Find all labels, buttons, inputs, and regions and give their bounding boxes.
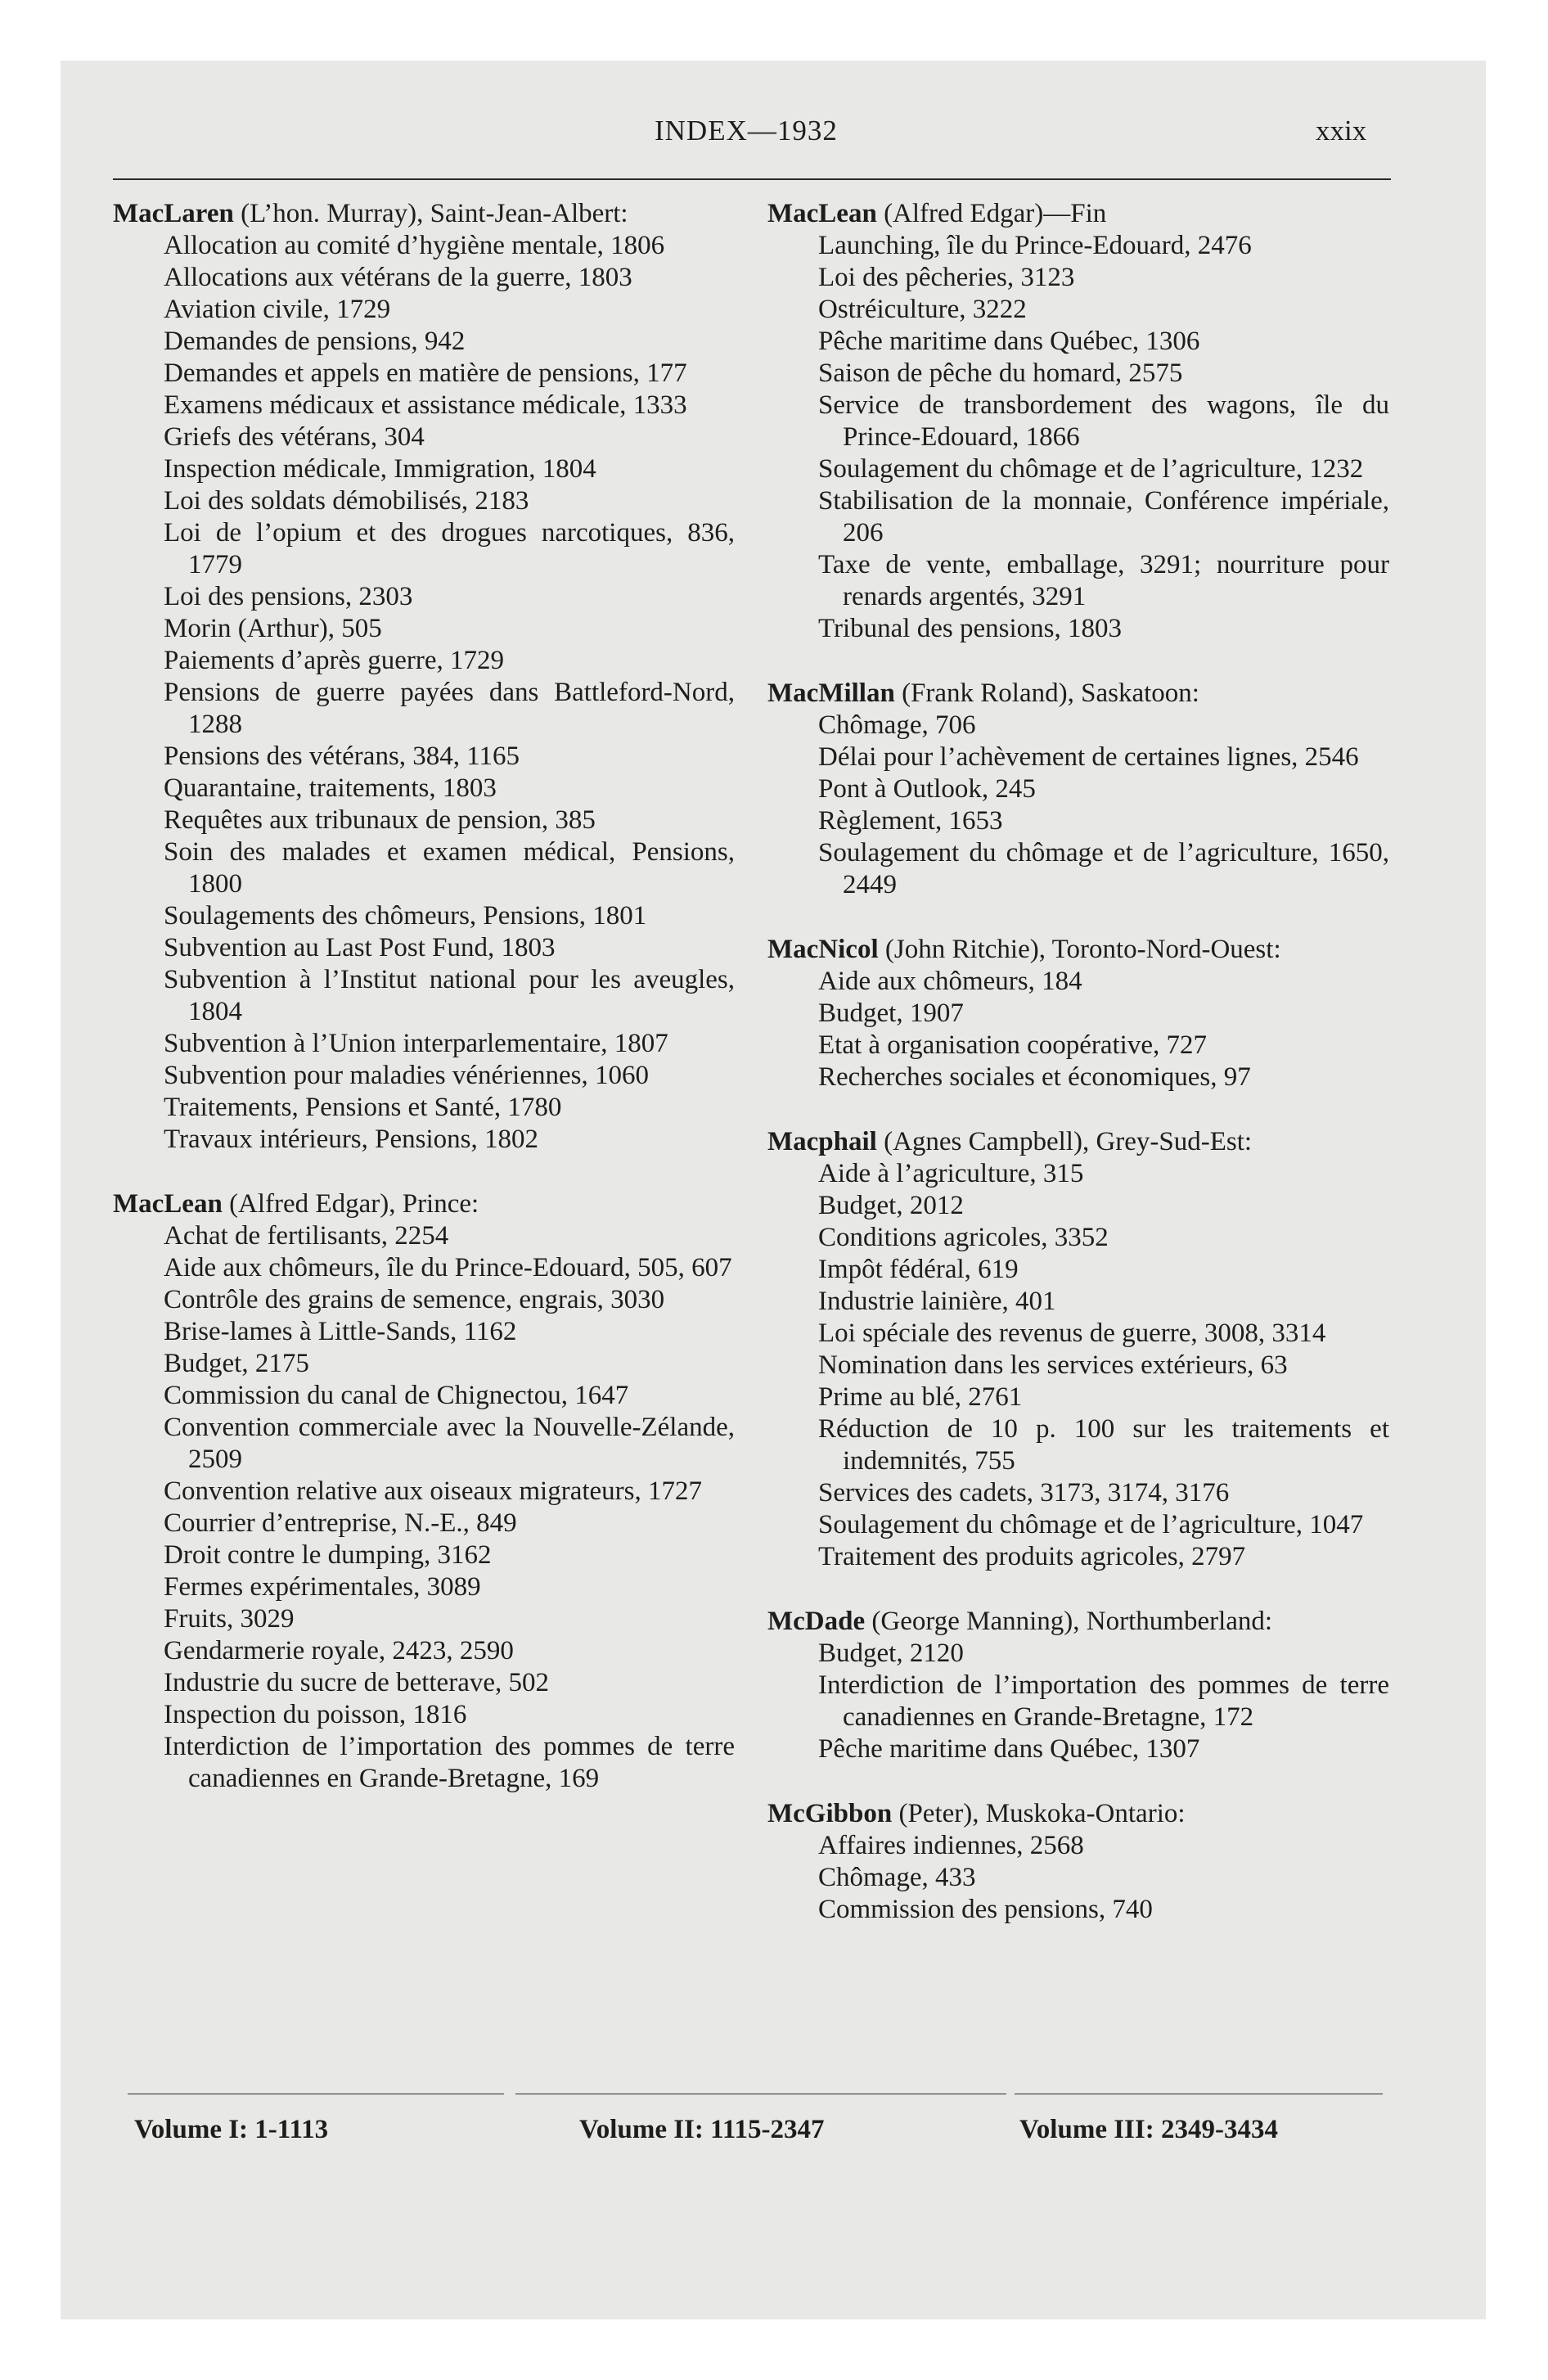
entry-heading	[767, 198, 1389, 230]
index-subentry: Loi des pêcheries, 3123	[818, 263, 1075, 292]
member-riding: (Peter), Muskoka-Ontario:	[892, 1799, 1186, 1828]
index-subentry: Soulagement du chômage et de l’agriculture, 1650, 2449	[818, 838, 1389, 899]
index-subentry: Services des cadets, 3173, 3174, 3176	[818, 1478, 1230, 1508]
entry-heading	[767, 1798, 1389, 1830]
index-subentry: Industrie lainière, 401	[818, 1287, 1056, 1316]
index-subentry: Chômage, 706	[818, 710, 976, 740]
running-title: INDEX—1932	[655, 115, 838, 146]
member-name: McGibbon	[767, 1799, 893, 1828]
index-subentry: Allocation au comité d’hygiène mentale, 1806	[164, 231, 665, 260]
index-subentry: Achat de fertilisants, 2254	[164, 1221, 449, 1251]
member-name: MacLean	[113, 1189, 223, 1219]
entry-heading	[113, 198, 735, 230]
member-riding: (Agnes Campbell), Grey-Sud-Est:	[876, 1127, 1253, 1156]
entry-heading	[767, 1606, 1389, 1638]
index-subentry: Pensions des vétérans, 384, 1165	[164, 741, 520, 771]
index-entry	[767, 1798, 1389, 1926]
member-riding: (Alfred Edgar)—Fin	[876, 199, 1107, 228]
index-entry	[767, 1126, 1389, 1573]
index-subentry: Aviation civile, 1729	[164, 295, 391, 324]
member-name: MacLean	[767, 199, 877, 228]
index-subentry: Aide à l’agriculture, 315	[818, 1159, 1084, 1188]
index-subentry: Impôt fédéral, 619	[818, 1255, 1019, 1284]
index-subentry: Affaires indiennes, 2568	[818, 1831, 1084, 1860]
index-subentry: Convention relative aux oiseaux migrateurs, 1727	[164, 1476, 703, 1506]
index-subentry: Brise-lames à Little-Sands, 1162	[164, 1317, 517, 1346]
index-subentry: Subvention au Last Post Fund, 1803	[164, 933, 556, 962]
member-riding: (L’hon. Murray), Saint-Jean-Albert:	[233, 199, 628, 228]
index-subentry: Pêche maritime dans Québec, 1307	[818, 1734, 1200, 1764]
index-subentry: Subvention à l’Union interparlementaire, 1807	[164, 1029, 668, 1058]
index-entry	[767, 934, 1389, 1093]
page-number: xxix	[1316, 115, 1367, 146]
index-subentry: Courrier d’entreprise, N.-E., 849	[164, 1508, 517, 1538]
index-subentry: Service de transbordement des wagons, île du Prince-Edouard, 1866	[818, 390, 1389, 452]
member-riding: (George Manning), Northumberland:	[865, 1607, 1273, 1636]
index-subentry: Requêtes aux tribunaux de pension, 385	[164, 805, 596, 835]
index-subentry: Tribunal des pensions, 1803	[818, 614, 1122, 643]
index-subentry: Loi de l’opium et des drogues narcotiques, 836, 1779	[164, 518, 735, 579]
member-riding: (Alfred Edgar), Prince:	[222, 1189, 479, 1219]
index-subentry: Stabilisation de la monnaie, Conférence impériale, 206	[818, 486, 1389, 548]
index-subentry: Soulagement du chômage et de l’agriculture, 1047	[818, 1510, 1364, 1539]
index-subentry: Travaux intérieurs, Pensions, 1802	[164, 1125, 539, 1154]
index-subentry: Examens médicaux et assistance médicale, 1333	[164, 390, 687, 420]
index-subentry: Loi des soldats démobilisés, 2183	[164, 486, 529, 516]
index-entry	[113, 1188, 735, 1795]
index-subentry: Subvention à l’Institut national pour les aveugles, 1804	[164, 965, 735, 1026]
index-subentry: Soulagement du chômage et de l’agriculture, 1232	[818, 454, 1364, 484]
index-subentry: Aide aux chômeurs, île du Prince-Edouard, 505, 607	[164, 1253, 732, 1282]
index-subentry: Traitement des produits agricoles, 2797	[818, 1542, 1246, 1571]
index-subentry: Launching, île du Prince-Edouard, 2476	[818, 231, 1252, 260]
index-subentry: Contrôle des grains de semence, engrais, 3030	[164, 1285, 665, 1314]
index-subentry: Allocations aux vétérans de la guerre, 1803	[164, 263, 632, 292]
member-name: Macphail	[767, 1127, 877, 1156]
index-column-right	[767, 198, 1389, 1959]
entry-heading	[767, 1126, 1389, 1158]
index-entry	[767, 1606, 1389, 1765]
index-subentry: Loi spéciale des revenus de guerre, 3008, 3314	[818, 1318, 1326, 1348]
index-subentry: Taxe de vente, emballage, 3291; nourriture pour renards argentés, 3291	[818, 550, 1389, 611]
index-subentry: Etat à organisation coopérative, 727	[818, 1030, 1207, 1060]
index-column-left	[113, 198, 735, 1828]
index-entry	[767, 678, 1389, 901]
footer-volume-3: Volume III: 2349-3434	[1019, 2115, 1278, 2144]
index-subentry: Griefs des vétérans, 304	[164, 422, 425, 452]
index-subentry: Budget, 1907	[818, 998, 964, 1028]
index-entry	[767, 198, 1389, 645]
index-subentry: Pensions de guerre payées dans Battleford-Nord, 1288	[164, 678, 735, 739]
index-subentry: Fermes expérimentales, 3089	[164, 1572, 481, 1602]
index-subentry: Budget, 2175	[164, 1349, 309, 1378]
index-subentry: Commission des pensions, 740	[818, 1895, 1153, 1924]
header-rule	[113, 178, 1391, 180]
index-subentry: Gendarmerie royale, 2423, 2590	[164, 1636, 514, 1666]
index-subentry: Commission du canal de Chignectou, 1647	[164, 1381, 629, 1410]
footer-volume-1: Volume I: 1-1113	[134, 2115, 329, 2144]
entry-heading	[767, 934, 1389, 966]
index-subentry: Convention commerciale avec la Nouvelle-Zélande, 2509	[164, 1413, 735, 1474]
index-subentry: Recherches sociales et économiques, 97	[818, 1062, 1251, 1092]
index-subentry: Industrie du sucre de betterave, 502	[164, 1668, 549, 1697]
index-subentry: Soulagements des chômeurs, Pensions, 1801	[164, 901, 647, 931]
entry-heading	[767, 678, 1389, 710]
index-subentry: Inspection du poisson, 1816	[164, 1700, 467, 1729]
index-subentry: Quarantaine, traitements, 1803	[164, 773, 497, 803]
index-subentry: Nomination dans les services extérieurs, 63	[818, 1350, 1288, 1380]
index-subentry: Conditions agricoles, 3352	[818, 1223, 1109, 1252]
index-subentry: Subvention pour maladies vénériennes, 1060	[164, 1061, 649, 1090]
entry-heading	[113, 1188, 735, 1220]
index-subentry: Ostréiculture, 3222	[818, 295, 1027, 324]
index-subentry: Inspection médicale, Immigration, 1804	[164, 454, 596, 484]
index-subentry: Réduction de 10 p. 100 sur les traitements et indemnités, 755	[818, 1414, 1389, 1476]
member-riding: (Frank Roland), Saskatoon:	[894, 678, 1199, 708]
index-entry	[113, 198, 735, 1156]
index-subentry: Prime au blé, 2761	[818, 1382, 1023, 1412]
index-subentry: Pêche maritime dans Québec, 1306	[818, 327, 1200, 356]
footer-volume-2: Volume II: 1115-2347	[579, 2115, 825, 2144]
index-subentry: Aide aux chômeurs, 184	[818, 967, 1082, 996]
member-name: MacMillan	[767, 678, 895, 708]
index-subentry: Règlement, 1653	[818, 806, 1003, 836]
index-subentry: Délai pour l’achèvement de certaines lignes, 2546	[818, 742, 1359, 772]
index-subentry: Saison de pêche du homard, 2575	[818, 358, 1183, 388]
index-subentry: Paiements d’après guerre, 1729	[164, 646, 505, 675]
index-subentry: Soin des malades et examen médical, Pensions, 1800	[164, 837, 735, 899]
index-subentry: Demandes de pensions, 942	[164, 327, 466, 356]
index-subentry: Demandes et appels en matière de pensions, 177	[164, 358, 687, 388]
index-subentry: Fruits, 3029	[164, 1604, 295, 1634]
member-name: MacLaren	[113, 199, 234, 228]
index-subentry: Droit contre le dumping, 3162	[164, 1540, 492, 1570]
member-name: McDade	[767, 1607, 866, 1636]
index-subentry: Interdiction de l’importation des pommes de terre canadiennes en Grande-Bretagne, 169	[164, 1732, 735, 1793]
index-subentry: Loi des pensions, 2303	[164, 582, 413, 611]
index-subentry: Interdiction de l’importation des pommes de terre canadiennes en Grande-Bretagne, 172	[818, 1670, 1389, 1732]
index-subentry: Chômage, 433	[818, 1863, 976, 1892]
member-riding: (John Ritchie), Toronto-Nord-Ouest:	[878, 935, 1281, 964]
index-subentry: Morin (Arthur), 505	[164, 614, 382, 643]
index-subentry: Pont à Outlook, 245	[818, 774, 1036, 804]
index-subentry: Budget, 2012	[818, 1191, 964, 1220]
index-subentry: Traitements, Pensions et Santé, 1780	[164, 1093, 562, 1122]
member-name: MacNicol	[767, 935, 879, 964]
index-subentry: Budget, 2120	[818, 1639, 964, 1668]
